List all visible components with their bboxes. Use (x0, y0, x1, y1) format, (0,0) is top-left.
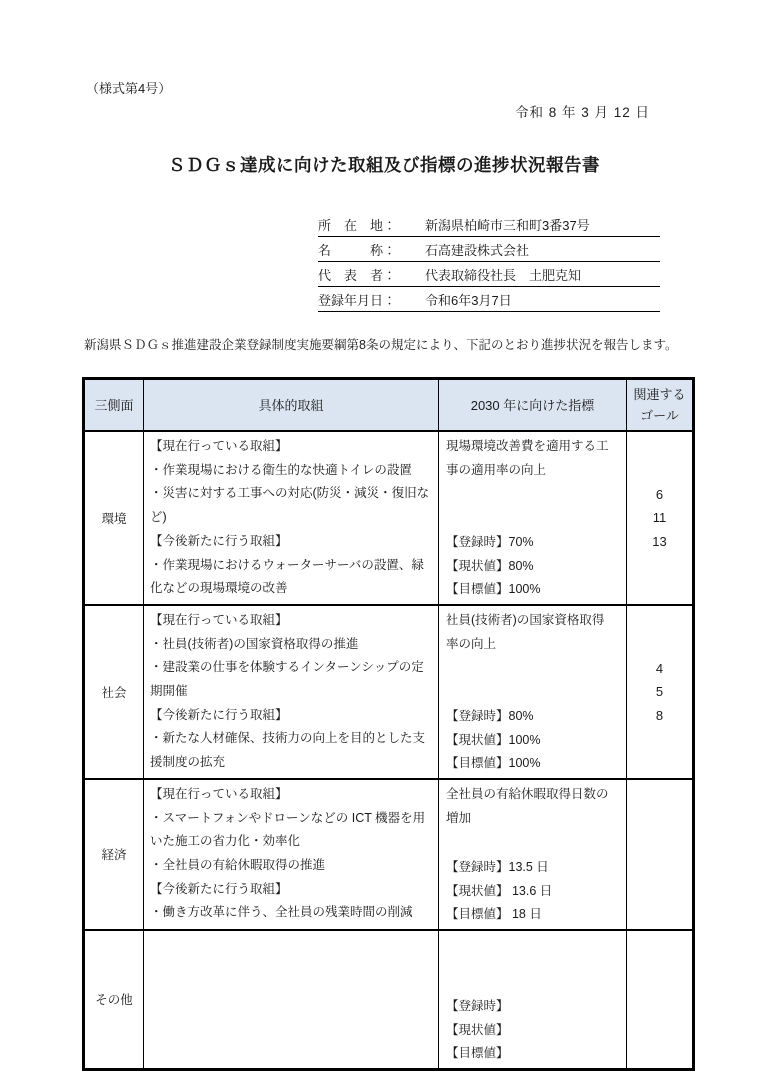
initiative-line: ・社員(技術者)の国家資格取得の推進 (150, 636, 359, 651)
initiative-line: 【今後新たに行う取組】 (150, 707, 288, 722)
indicator-description: 社員(技術者)の国家資格取得率の向上 (446, 612, 605, 651)
goals-cell-economy (627, 779, 694, 930)
metric-registered: 【登録時】80% (446, 709, 534, 724)
indicator-cell-economy (439, 779, 627, 930)
aspect-label-environment: 環境 (84, 431, 144, 605)
initiative-line: ・建設業の仕事を体験するインターンシップの定期開催 (150, 660, 424, 699)
metric-target: 【目標値】 18 日 (446, 907, 542, 922)
goal-number: 4 (655, 660, 664, 676)
header-goals-line1: 関連する (633, 387, 686, 402)
table-row-environment (84, 431, 694, 605)
header-initiatives: 具体的取組 (144, 379, 439, 432)
metric-target: 【目標値】100% (446, 582, 541, 597)
info-value-representative: 代表取締役社長 土肥克知 (425, 267, 582, 283)
header-indicator: 2030 年に向けた指標 (439, 379, 627, 432)
goals-cell-other (627, 930, 694, 1070)
info-value-company-name: 石高建設株式会社 (425, 242, 530, 258)
initiative-line: 【今後新たに行う取組】 (150, 881, 288, 896)
info-row-company-name (318, 237, 660, 262)
initiative-line: ・新たな人材確保、技術力の向上を目的とした支援制度の拡充 (150, 731, 426, 770)
form-number: （様式第4号） (86, 81, 172, 96)
header-goals-line2: ゴール (640, 408, 679, 423)
info-label-company-name: 名 称： (318, 242, 397, 258)
goals-cell-society (627, 605, 694, 779)
indicator-cell-environment (439, 431, 627, 605)
intro-text: 新潟県ＳＤＧｓ推進建設企業登録制度実施要綱第8条の規定により、下記のとおり進捗状況を報告します。 (84, 338, 678, 352)
info-row-representative (318, 262, 660, 287)
metric-registered: 【登録時】70% (446, 535, 534, 550)
metric-current: 【現状値】 (446, 1022, 509, 1037)
indicator-metrics (446, 705, 622, 776)
initiative-line: ・スマートフォンやドローンなどの ICT 機器を用いた施工の省力化・効率化 (150, 810, 426, 849)
initiative-line: ・作業現場におけるウォーターサーバの設置、緑化などの現場環境の改善 (150, 557, 424, 596)
aspect-label-other: その他 (84, 930, 144, 1070)
aspect-label-society: 社会 (84, 605, 144, 779)
table-header-row (84, 379, 694, 432)
progress-report-table (82, 377, 695, 1071)
goals-cell-environment (627, 431, 694, 605)
goal-number: 8 (655, 707, 664, 723)
aspect-label-economy: 経済 (84, 779, 144, 930)
metric-target: 【目標値】100% (446, 756, 541, 771)
initiatives-cell-environment (144, 431, 439, 605)
indicator-metrics (446, 531, 622, 602)
goal-number: 6 (655, 486, 664, 502)
initiatives-cell-society (144, 605, 439, 779)
indicator-cell-society (439, 605, 627, 779)
initiative-line: 【現在行っている取組】 (150, 612, 288, 627)
document-date: 令和 8 年 3 月 12 日 (514, 105, 650, 120)
indicator-description: 現場環境改善費を適用する工事の適用率の向上 (446, 439, 609, 477)
goal-number: 13 (652, 533, 667, 549)
table-row-other (84, 930, 694, 1070)
initiative-line: ・働き方改革に伴う、全社員の残業時間の削減 (150, 905, 413, 920)
metric-target: 【目標値】 (446, 1046, 509, 1061)
initiatives-cell-other (144, 930, 439, 1070)
company-info-table (318, 212, 660, 312)
initiative-line: ・全社員の有給休暇取得の推進 (150, 857, 326, 872)
goal-number: 11 (652, 510, 667, 526)
info-value-registration-date: 令和6年3月7日 (425, 292, 512, 308)
table-row-economy (84, 779, 694, 930)
initiative-line: ・作業現場における衛生的な快適トイレの設置 (150, 462, 412, 477)
indicator-description: 全社員の有給休暇取得日数の増加 (446, 786, 609, 825)
initiative-line: 【現在行っている取組】 (150, 439, 288, 453)
indicator-metrics (446, 995, 622, 1066)
info-row-address (318, 212, 660, 237)
metric-current: 【現状値】 13.6 日 (446, 883, 553, 898)
header-aspect: 三側面 (84, 379, 144, 432)
initiative-line: 【現在行っている取組】 (150, 786, 288, 801)
metric-registered: 【登録時】 (446, 999, 509, 1014)
header-goals (627, 379, 694, 432)
info-row-registration-date (318, 287, 660, 312)
metric-current: 【現状値】100% (446, 732, 541, 747)
info-label-representative: 代 表 者： (318, 267, 397, 283)
info-label-registration-date: 登録年月日： (318, 292, 397, 308)
document-title: ＳＤＧｓ達成に向けた取組及び指標の進捗状況報告書 (168, 155, 600, 175)
metric-registered: 【登録時】13.5 日 (446, 860, 549, 875)
info-value-address: 新潟県柏崎市三和町3番37号 (425, 217, 590, 233)
table-row-society (84, 605, 694, 779)
indicator-metrics (446, 856, 622, 927)
info-label-address: 所 在 地： (318, 217, 397, 233)
goal-number: 5 (655, 684, 664, 700)
initiatives-cell-economy (144, 779, 439, 930)
initiative-line: 【今後新たに行う取組】 (150, 533, 288, 548)
metric-current: 【現状値】80% (446, 558, 534, 573)
indicator-cell-other (439, 930, 627, 1070)
initiative-line: ・災害に対する工事への対応(防災・減災・復旧など) (150, 486, 430, 525)
